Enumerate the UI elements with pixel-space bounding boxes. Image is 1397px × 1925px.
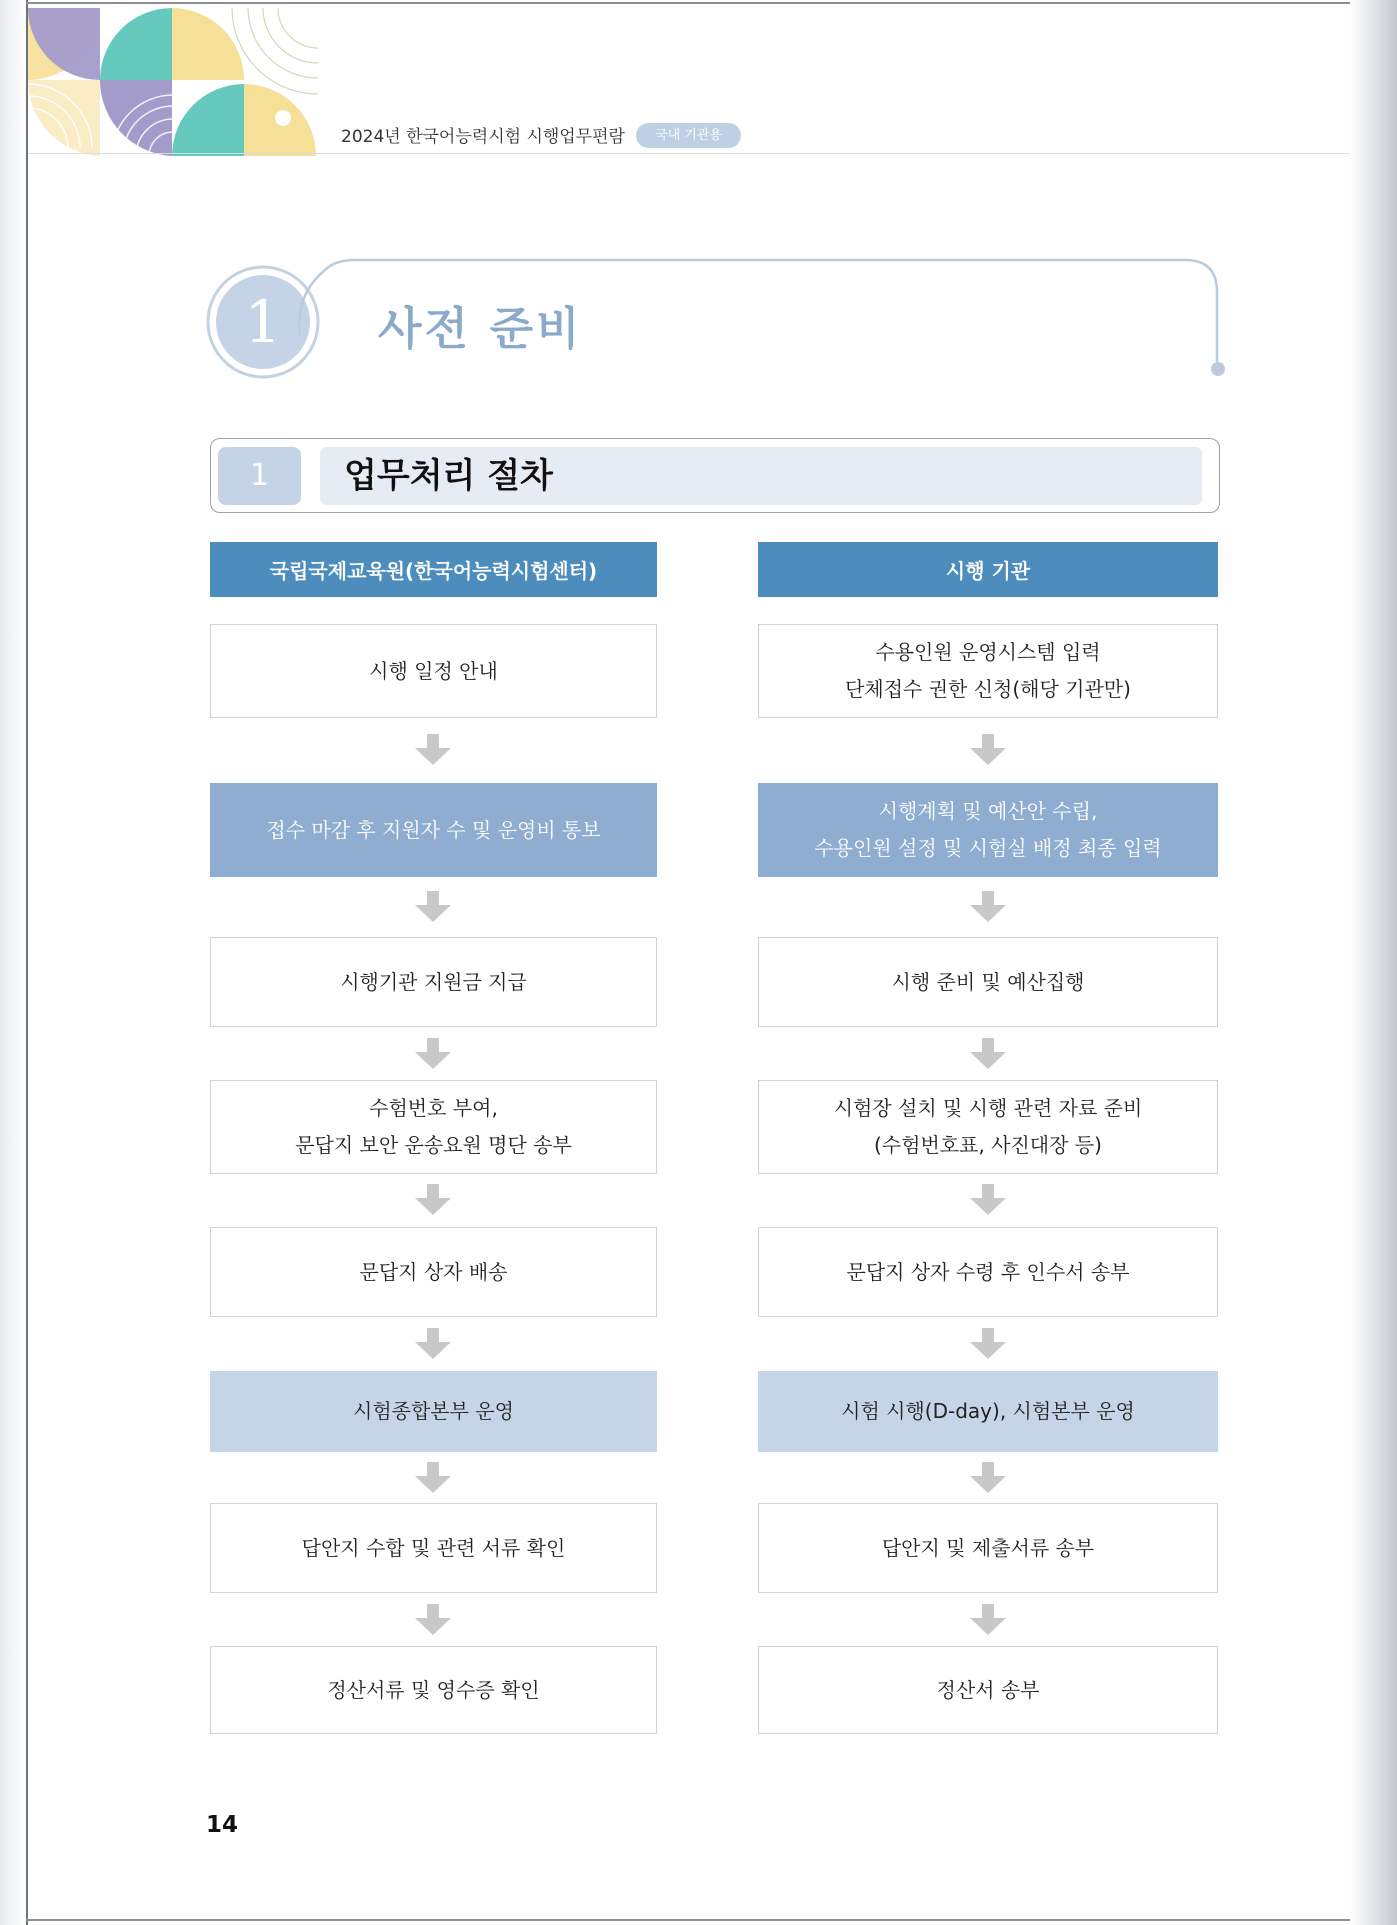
right-step-2: 시행계획 및 예산안 수립, 수용인원 설정 및 시험실 배정 최종 입력 bbox=[758, 783, 1218, 877]
right-step-8: 정산서 송부 bbox=[758, 1646, 1218, 1734]
left-step-6: 시험종합본부 운영 bbox=[210, 1371, 657, 1452]
section-number: 1 bbox=[218, 447, 301, 505]
down-arrow-icon bbox=[413, 891, 453, 923]
down-arrow-icon bbox=[413, 1328, 453, 1360]
down-arrow-icon bbox=[968, 1604, 1008, 1636]
left-step-5: 문답지 상자 배송 bbox=[210, 1227, 657, 1317]
left-step-8: 정산서류 및 영수증 확인 bbox=[210, 1646, 657, 1734]
down-arrow-icon bbox=[413, 734, 453, 766]
left-step-4: 수험번호 부여, 문답지 보안 운송요원 명단 송부 bbox=[210, 1080, 657, 1174]
down-arrow-icon bbox=[968, 1328, 1008, 1360]
right-step-7: 답안지 및 제출서류 송부 bbox=[758, 1503, 1218, 1593]
right-step-1: 수용인원 운영시스템 입력 단체접수 권한 신청(해당 기관만) bbox=[758, 624, 1218, 718]
left-step-2: 접수 마감 후 지원자 수 및 운영비 통보 bbox=[210, 783, 657, 877]
down-arrow-icon bbox=[968, 1184, 1008, 1216]
right-step-4: 시험장 설치 및 시행 관련 자료 준비 (수험번호표, 사진대장 등) bbox=[758, 1080, 1218, 1174]
page-border-left bbox=[26, 0, 28, 1925]
left-step-3: 시행기관 지원금 지급 bbox=[210, 937, 657, 1027]
down-arrow-icon bbox=[968, 734, 1008, 766]
header-geometric-pattern bbox=[28, 8, 318, 156]
left-step-7: 답안지 수합 및 관련 서류 확인 bbox=[210, 1503, 657, 1593]
audience-badge: 국내 기관용 bbox=[636, 123, 741, 148]
down-arrow-icon bbox=[413, 1184, 453, 1216]
down-arrow-icon bbox=[968, 1038, 1008, 1070]
down-arrow-icon bbox=[413, 1038, 453, 1070]
chapter-number: 1 bbox=[244, 288, 282, 356]
right-step-6: 시험 시행(D-day), 시험본부 운영 bbox=[758, 1371, 1218, 1452]
right-step-5: 문답지 상자 수령 후 인수서 송부 bbox=[758, 1227, 1218, 1317]
down-arrow-icon bbox=[968, 891, 1008, 923]
down-arrow-icon bbox=[413, 1604, 453, 1636]
page-border-bottom bbox=[26, 1919, 1366, 1921]
down-arrow-icon bbox=[413, 1462, 453, 1494]
chapter-heading-frame bbox=[200, 255, 1235, 385]
left-column-header: 국립국제교육원(한국어능력시험센터) bbox=[210, 542, 657, 597]
page-edge-left bbox=[0, 0, 26, 1925]
left-step-1: 시행 일정 안내 bbox=[210, 624, 657, 718]
chapter-title: 사전 준비 bbox=[378, 302, 583, 355]
page-border-top bbox=[26, 2, 1366, 4]
down-arrow-icon bbox=[968, 1462, 1008, 1494]
right-column-header: 시행 기관 bbox=[758, 542, 1218, 597]
page-number: 14 bbox=[206, 1812, 239, 1838]
document-title: 2024년 한국어능력시험 시행업무편람 bbox=[341, 127, 625, 147]
right-step-3: 시행 준비 및 예산집행 bbox=[758, 937, 1218, 1027]
header-divider bbox=[28, 153, 1350, 154]
page-edge-right bbox=[1350, 0, 1397, 1925]
section-title: 업무처리 절차 bbox=[344, 456, 553, 496]
